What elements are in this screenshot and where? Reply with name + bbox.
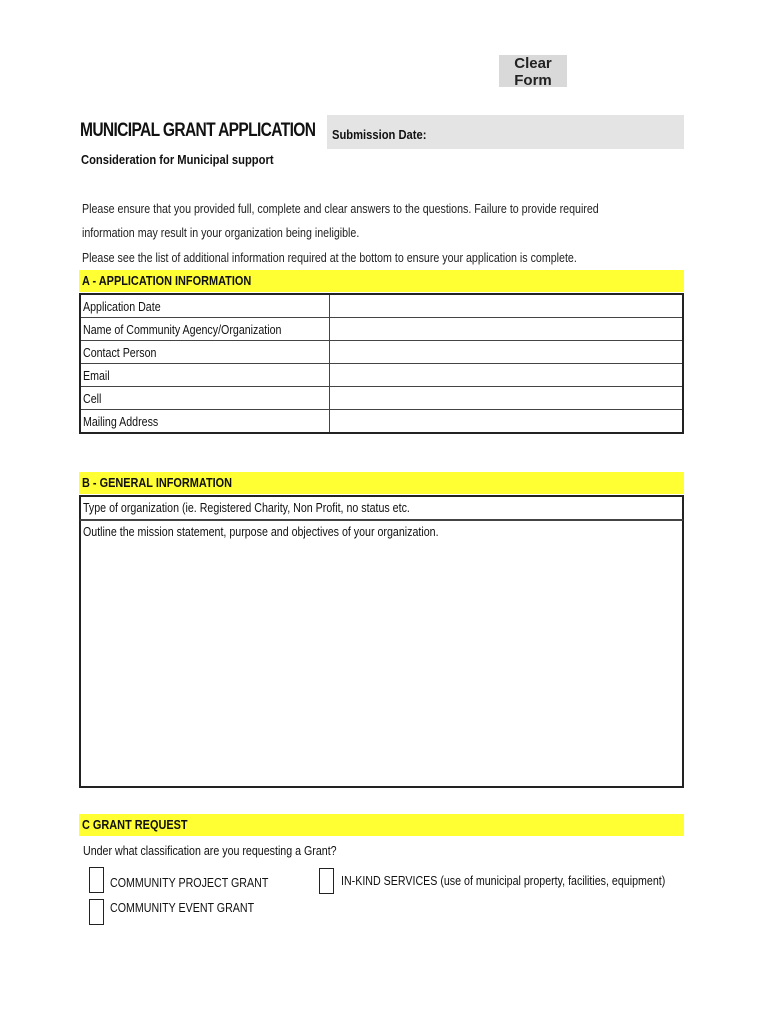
mission-statement-input[interactable] — [83, 543, 682, 785]
row-label — [80, 387, 330, 410]
table-row — [80, 341, 683, 364]
row-label — [80, 410, 330, 434]
mission-statement-box — [79, 520, 684, 788]
section-a-heading-text: A - APPLICATION INFORMATION — [82, 273, 252, 288]
mailing-address-label: Mailing Address — [83, 413, 159, 429]
page-subtitle: Consideration for Municipal support — [81, 152, 274, 167]
submission-date-label: Submission Date: — [332, 127, 427, 142]
organization-name-label: Name of Community Agency/Organization — [83, 321, 282, 337]
organization-type-label: Type of organization (ie. Registered Charity, Non Profit, no status etc. — [83, 500, 410, 515]
contact-person-label: Contact Person — [83, 344, 157, 360]
intro-line: Please see the list of additional information required at the bottom to ensure your application is complete. — [82, 250, 577, 265]
organization-name-input[interactable] — [332, 319, 682, 339]
cell-label: Cell — [83, 390, 102, 406]
page-title: MUNICIPAL GRANT APPLICATION — [80, 120, 316, 141]
application-date-input[interactable] — [332, 296, 682, 316]
table-row — [80, 364, 683, 387]
section-b-heading-text: B - GENERAL INFORMATION — [82, 475, 233, 490]
cell-input[interactable] — [332, 388, 682, 408]
row-label — [80, 294, 330, 318]
section-b-heading — [79, 472, 684, 494]
community-event-checkbox[interactable] — [89, 899, 104, 925]
section-c-heading-text: C GRANT REQUEST — [82, 817, 188, 832]
clear-form-button[interactable]: Clear Form — [499, 55, 567, 87]
organization-type-field[interactable] — [79, 495, 684, 520]
application-date-label: Application Date — [83, 298, 161, 314]
in-kind-services-label: IN-KIND SERVICES (use of municipal property, facilities, equipment) — [341, 873, 666, 888]
table-row — [80, 318, 683, 341]
section-c-heading — [79, 814, 684, 836]
row-value[interactable] — [330, 410, 684, 434]
row-label — [80, 364, 330, 387]
intro-line: information may result in your organization being ineligible. — [82, 225, 360, 240]
community-project-label: COMMUNITY PROJECT GRANT — [110, 875, 269, 890]
contact-person-input[interactable] — [332, 342, 682, 362]
community-event-label: COMMUNITY EVENT GRANT — [110, 900, 255, 915]
in-kind-services-checkbox[interactable] — [319, 868, 334, 894]
row-value[interactable] — [330, 387, 684, 410]
row-label — [80, 318, 330, 341]
table-row — [80, 387, 683, 410]
row-label — [80, 341, 330, 364]
email-label: Email — [83, 367, 110, 383]
application-info-table — [79, 293, 684, 434]
community-project-checkbox[interactable] — [89, 867, 104, 893]
section-a-heading — [79, 270, 684, 292]
table-row — [80, 410, 683, 434]
row-value[interactable] — [330, 294, 684, 318]
row-value[interactable] — [330, 341, 684, 364]
mission-statement-label: Outline the mission statement, purpose and objectives of your organization. — [83, 524, 439, 539]
mailing-address-input[interactable] — [332, 411, 682, 431]
intro-line: Please ensure that you provided full, complete and clear answers to the questions. Failure to provide required — [82, 201, 599, 216]
table-row — [80, 294, 683, 318]
row-value[interactable] — [330, 318, 684, 341]
grant-classification-question: Under what classification are you requesting a Grant? — [83, 843, 337, 858]
row-value[interactable] — [330, 364, 684, 387]
email-input[interactable] — [332, 365, 682, 385]
